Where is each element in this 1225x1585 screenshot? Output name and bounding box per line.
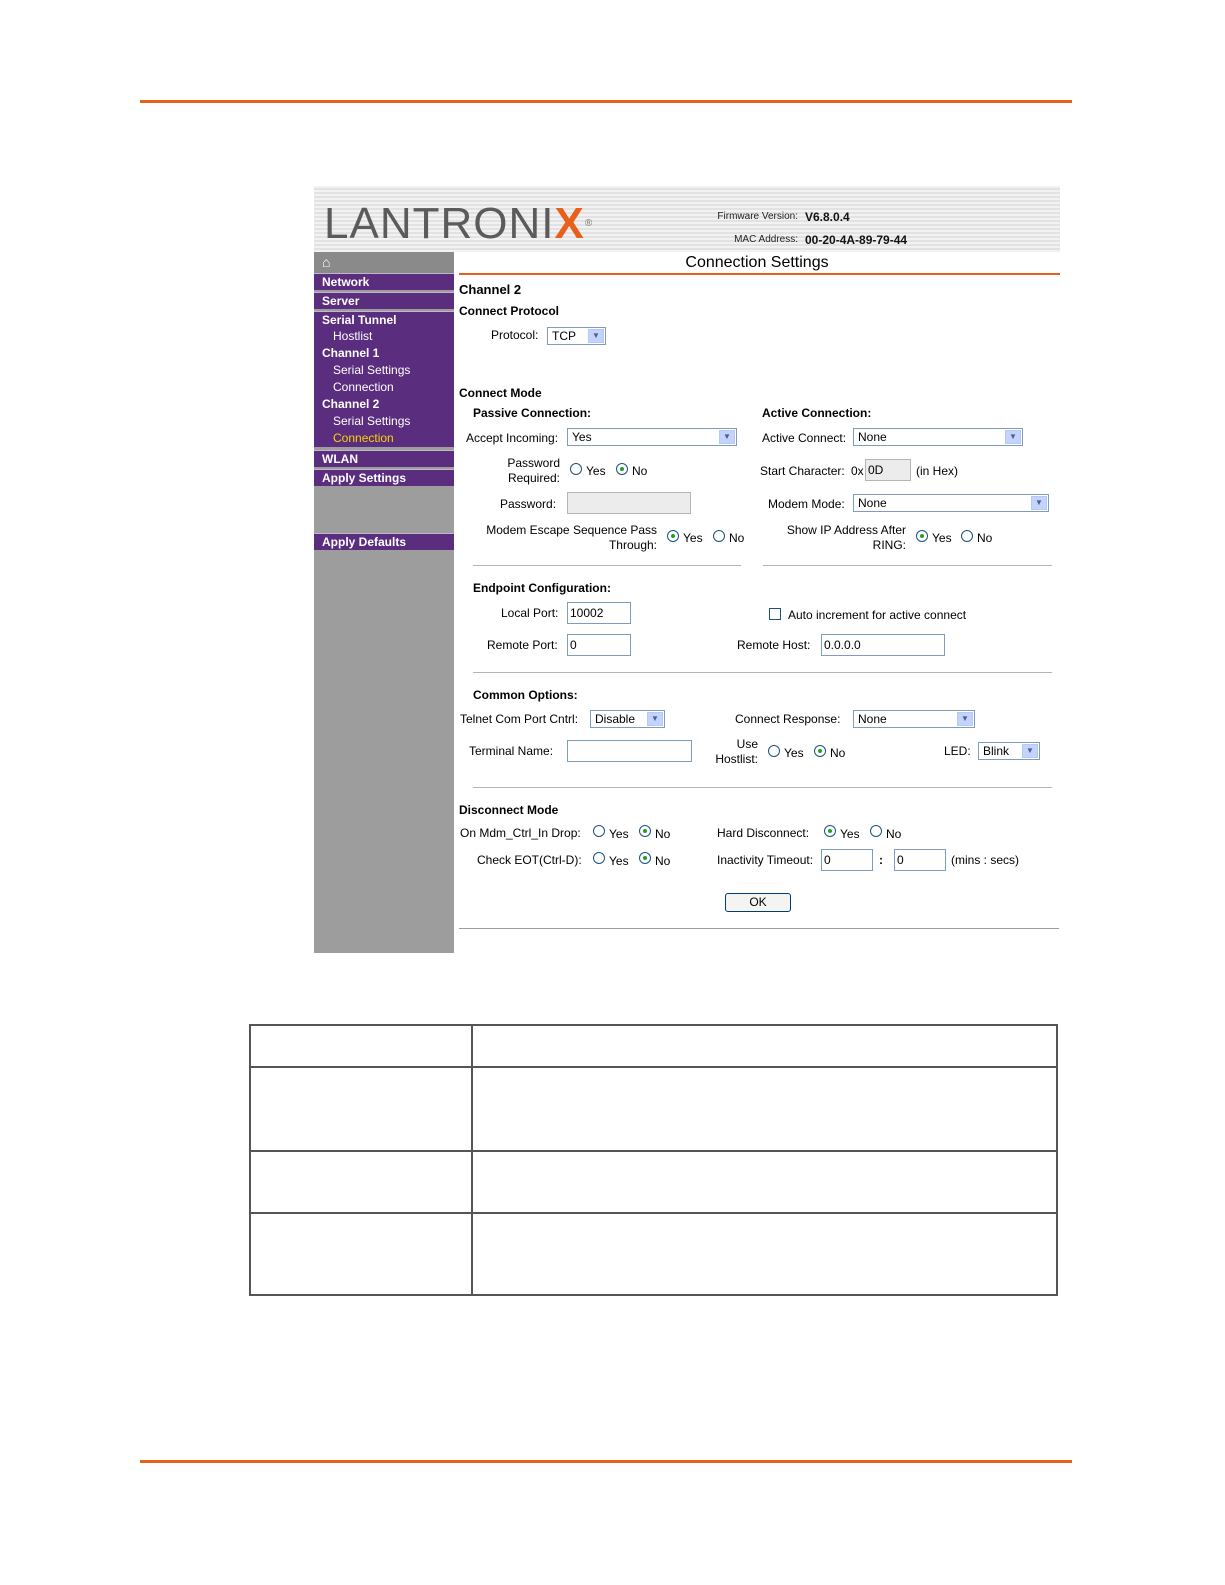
mdm-ctrl-in-drop-no-radio[interactable] xyxy=(639,825,651,837)
common-divider xyxy=(473,787,1052,788)
password-required-no-radio[interactable] xyxy=(616,463,628,475)
sidebar-item-apply-settings[interactable]: Apply Settings xyxy=(314,469,454,486)
remote-port-label: Remote Port: xyxy=(487,638,558,652)
mdm-ctrl-in-drop-label: On Mdm_Ctrl_In Drop: xyxy=(460,826,581,840)
show-ip-no-label: No xyxy=(977,531,993,545)
password-required-label-2: Required: xyxy=(507,471,560,485)
chevron-down-icon: ▼ xyxy=(647,712,663,726)
firmware-value: V6.8.0.4 xyxy=(805,210,850,224)
sidebar-item-server[interactable]: Server xyxy=(314,292,454,309)
show-ip-no-radio[interactable] xyxy=(961,530,973,542)
check-eot-yes-label: Yes xyxy=(609,854,629,868)
sidebar-item-hostlist[interactable]: Hostlist xyxy=(314,328,454,345)
sidebar-item-apply-defaults[interactable]: Apply Defaults xyxy=(314,533,454,550)
sidebar-item-ch2-connection[interactable]: Connection xyxy=(314,430,454,447)
use-hostlist-no-label: No xyxy=(830,746,846,760)
mac-label: MAC Address: xyxy=(734,234,798,245)
inactivity-timeout-label: Inactivity Timeout: xyxy=(717,853,814,867)
channel-heading: Channel 2 xyxy=(459,282,522,297)
password-input[interactable] xyxy=(567,492,691,514)
sidebar-item-ch2-serial-settings[interactable]: Serial Settings xyxy=(314,413,454,430)
remote-host-input[interactable]: 0.0.0.0 xyxy=(821,634,945,656)
led-value: Blink xyxy=(983,744,1010,758)
led-label: LED: xyxy=(944,744,971,758)
hard-disconnect-no-radio[interactable] xyxy=(870,825,882,837)
sidebar-item-network[interactable]: Network xyxy=(314,273,454,290)
show-ip-yes-label: Yes xyxy=(932,531,952,545)
accept-incoming-select[interactable] xyxy=(567,428,737,446)
hard-disconnect-no-label: No xyxy=(886,827,902,841)
use-hostlist-yes-radio[interactable] xyxy=(768,745,780,757)
password-required-label-1: Password xyxy=(507,456,560,470)
password-required-yes-radio[interactable] xyxy=(570,463,582,475)
start-character-suffix: (in Hex) xyxy=(916,464,959,478)
connect-response-label: Connect Response: xyxy=(735,712,841,726)
check-eot-label: Check EOT(Ctrl-D): xyxy=(477,853,582,867)
active-connect-select[interactable] xyxy=(853,428,1023,446)
chevron-down-icon: ▼ xyxy=(719,430,735,444)
sidebar-item-serial-tunnel[interactable]: Serial Tunnel xyxy=(314,311,454,328)
sidebar-item-ch1-serial-settings[interactable]: Serial Settings xyxy=(314,362,454,379)
protocol-value: TCP xyxy=(552,329,576,343)
local-port-label: Local Port: xyxy=(501,606,559,620)
inactivity-secs-input[interactable]: 0 xyxy=(894,849,946,871)
chevron-down-icon: ▼ xyxy=(1022,744,1038,758)
modem-mode-value: None xyxy=(858,496,887,510)
hard-disconnect-yes-label: Yes xyxy=(840,827,860,841)
use-hostlist-label-1: Use xyxy=(736,737,758,751)
accept-incoming-label: Accept Incoming: xyxy=(466,431,559,445)
use-hostlist-no-radio[interactable] xyxy=(814,745,826,757)
sidebar xyxy=(314,273,454,953)
page-title: Connection Settings xyxy=(685,254,829,271)
passive-divider xyxy=(473,565,741,566)
chevron-down-icon: ▼ xyxy=(957,712,973,726)
home-bar xyxy=(314,252,454,273)
hard-disconnect-label: Hard Disconnect: xyxy=(717,826,810,840)
sidebar-item-wlan[interactable]: WLAN xyxy=(314,450,454,467)
table-row xyxy=(250,1151,1057,1213)
password-label: Password: xyxy=(500,497,557,511)
start-character-prefix: 0x xyxy=(851,464,864,478)
terminal-name-input[interactable] xyxy=(567,740,692,762)
modem-escape-no-label: No xyxy=(729,531,745,545)
table-row xyxy=(250,1213,1057,1295)
active-connection-heading: Active Connection: xyxy=(762,406,872,420)
use-hostlist-yes-label: Yes xyxy=(784,746,804,760)
password-required-no-label: No xyxy=(632,464,648,478)
connect-response-select[interactable] xyxy=(853,710,975,728)
modem-escape-label-2: Through: xyxy=(608,538,657,552)
remote-port-input[interactable]: 0 xyxy=(567,634,631,656)
mac-value: 00-20-4A-89-79-44 xyxy=(805,233,908,247)
mdm-ctrl-in-drop-yes-label: Yes xyxy=(609,827,629,841)
modem-mode-label: Modem Mode: xyxy=(768,497,845,511)
modem-escape-yes-label: Yes xyxy=(683,531,703,545)
use-hostlist-label-2: Hostlist: xyxy=(715,752,758,766)
inactivity-mins-input[interactable]: 0 xyxy=(821,849,873,871)
common-options-heading: Common Options: xyxy=(473,688,578,702)
passive-connection-heading: Passive Connection: xyxy=(473,406,592,420)
show-ip-label-1: Show IP Address After xyxy=(786,523,906,537)
hard-disconnect-yes-radio[interactable] xyxy=(824,825,836,837)
endpoint-configuration-heading: Endpoint Configuration: xyxy=(473,581,611,595)
check-eot-no-label: No xyxy=(655,854,671,868)
check-eot-yes-radio[interactable] xyxy=(593,852,605,864)
endpoint-divider xyxy=(473,672,1052,673)
modem-mode-select[interactable] xyxy=(853,494,1049,512)
active-connect-label: Active Connect: xyxy=(762,431,847,445)
chevron-down-icon: ▼ xyxy=(1005,430,1021,444)
bottom-orange-rule xyxy=(140,1460,1072,1463)
chevron-down-icon: ▼ xyxy=(1031,496,1047,510)
show-ip-yes-radio[interactable] xyxy=(916,530,928,542)
sidebar-item-channel1[interactable]: Channel 1 xyxy=(314,345,454,362)
active-divider xyxy=(763,565,1052,566)
password-required-yes-label: Yes xyxy=(586,464,606,478)
check-eot-no-radio[interactable] xyxy=(639,852,651,864)
terminal-name-label: Terminal Name: xyxy=(469,744,554,758)
led-select[interactable] xyxy=(978,742,1040,760)
modem-escape-label-1: Modem Escape Sequence Pass xyxy=(486,523,657,537)
remote-host-label: Remote Host: xyxy=(737,638,811,652)
inactivity-unit-label: (mins : secs) xyxy=(951,853,1020,867)
connect-protocol-heading: Connect Protocol xyxy=(459,304,560,318)
header-banner xyxy=(314,186,1060,252)
connect-mode-heading: Connect Mode xyxy=(459,386,542,400)
telnet-com-port-value: Disable xyxy=(595,712,636,726)
connect-response-value: None xyxy=(858,712,887,726)
modem-escape-no-radio[interactable] xyxy=(713,530,725,542)
mdm-ctrl-in-drop-no-label: No xyxy=(655,827,671,841)
home-icon[interactable]: ⌂ xyxy=(322,254,331,270)
table-row xyxy=(250,1025,1057,1067)
top-orange-rule xyxy=(140,100,1072,103)
sidebar-item-channel2[interactable]: Channel 2 xyxy=(314,396,454,413)
auto-increment-checkbox[interactable] xyxy=(769,608,781,620)
telnet-com-port-label: Telnet Com Port Cntrl: xyxy=(460,712,579,726)
firmware-label: Firmware Version: xyxy=(717,211,798,222)
protocol-label: Protocol: xyxy=(491,328,539,342)
active-connect-value: None xyxy=(858,430,887,444)
title-rule xyxy=(459,273,1060,275)
accept-incoming-value: Yes xyxy=(572,430,592,444)
device-web-ui xyxy=(314,186,1060,953)
protocol-select[interactable] xyxy=(547,327,606,345)
bottom-rule xyxy=(459,928,1059,929)
disconnect-mode-heading: Disconnect Mode xyxy=(459,803,559,817)
auto-increment-label: Auto increment for active connect xyxy=(788,608,967,622)
start-character-label: Start Character: xyxy=(760,464,845,478)
table-row xyxy=(250,1067,1057,1151)
local-port-input[interactable]: 10002 xyxy=(567,602,631,624)
lantronix-logo: LANTRONIX® xyxy=(324,199,594,248)
sidebar-item-ch1-connection[interactable]: Connection xyxy=(314,379,454,396)
mdm-ctrl-in-drop-yes-radio[interactable] xyxy=(593,825,605,837)
modem-escape-yes-radio[interactable] xyxy=(667,530,679,542)
chevron-down-icon: ▼ xyxy=(588,329,604,343)
telnet-com-port-select[interactable] xyxy=(590,710,665,728)
inactivity-colon: : xyxy=(879,853,883,867)
show-ip-label-2: RING: xyxy=(872,538,906,552)
description-table xyxy=(249,1024,1058,1296)
ok-button[interactable]: OK xyxy=(725,893,791,912)
start-character-input[interactable]: 0D xyxy=(865,459,911,481)
